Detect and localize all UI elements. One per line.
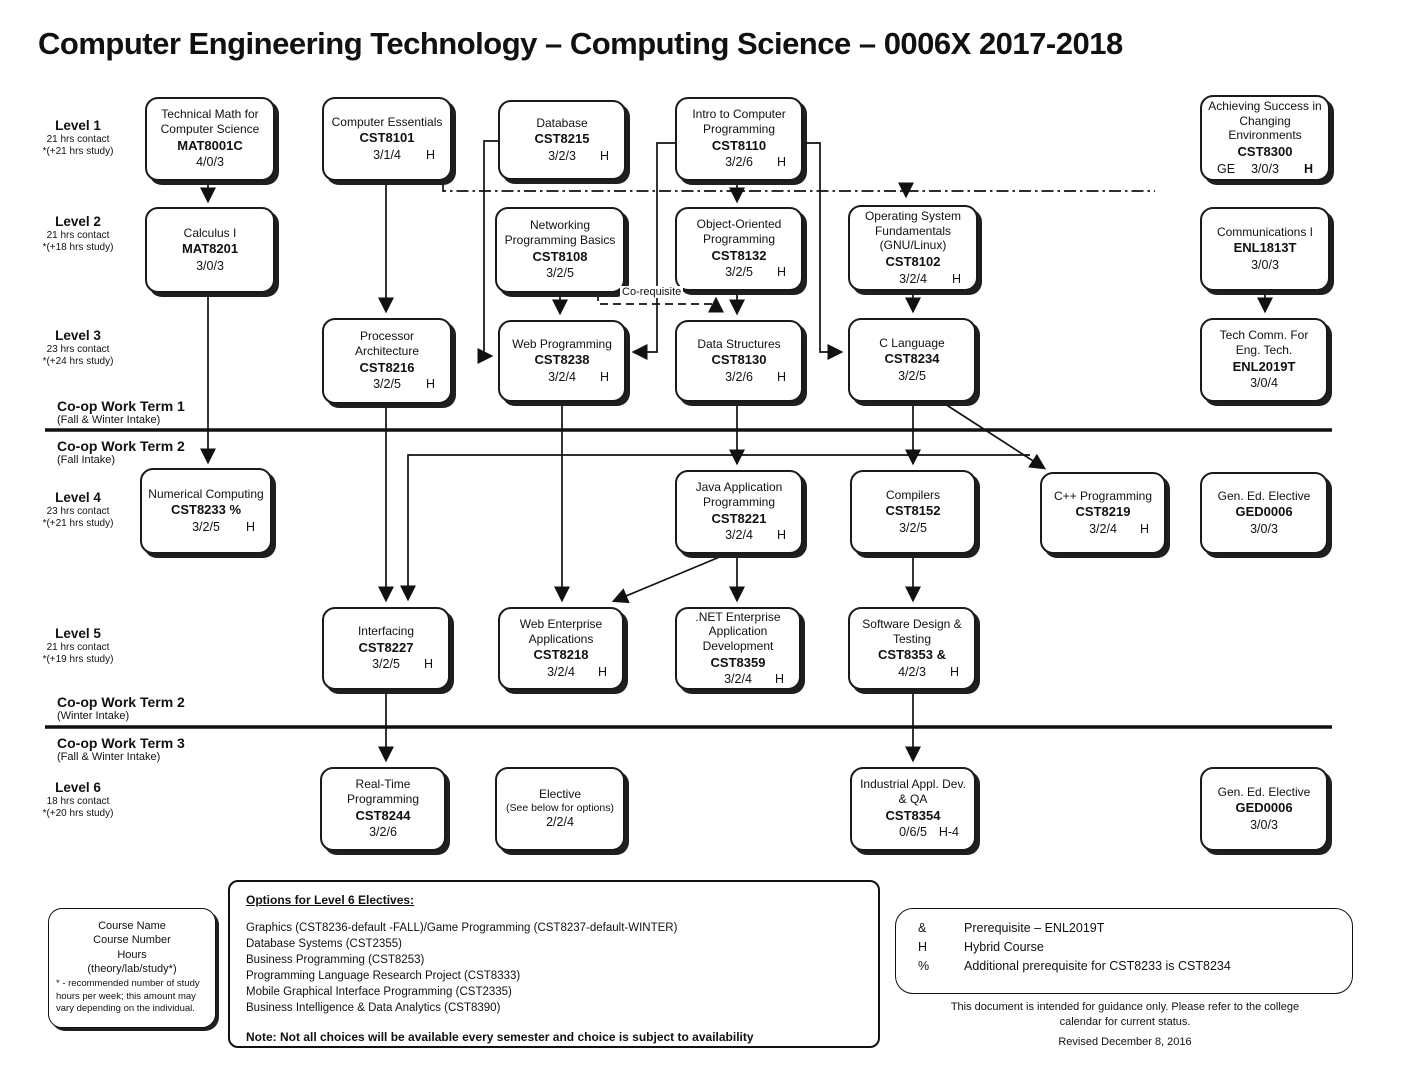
symbols-legend-box [895, 908, 1353, 994]
coop-term-1-label: Co-op Work Term 1 (Fall & Winter Intake) [57, 398, 185, 427]
hours-value: 3/2/5 [725, 265, 753, 280]
edge-cst8110-cst8234 [803, 143, 841, 352]
hybrid-flag: H-4 [938, 825, 959, 840]
course-box-cst8219: C++ Programming CST8219 3/2/4 H [1040, 472, 1166, 554]
course-box-cst8130: Data Structures CST8130 3/2/6 H [675, 320, 803, 402]
hybrid-flag: H [245, 519, 255, 534]
hours-value: 3/2/4 [725, 528, 753, 543]
hours-value: 3/2/5 [899, 520, 927, 535]
hours-value: 4/2/3 [898, 664, 926, 679]
hybrid-flag: H [776, 369, 786, 384]
hours-value: 3/2/6 [369, 825, 397, 840]
course-box-cst8354: Industrial Appl. Dev. & QA CST8354 0/6/5 H-4 [850, 767, 976, 851]
revision-date: Revised December 8, 2016 [1058, 1036, 1192, 1048]
course-box-cst8300: Achieving Success in Changing Environments CST8300 GE 3/0/3 H [1200, 95, 1330, 181]
hours-value: 3/2/6 [725, 369, 753, 384]
level-3-label: Level 3 23 hrs contact *(+24 hrs study) [42, 328, 114, 368]
course-box-cst8102: Operating System Fundamentals (GNU/Linux) CST8102 3/2/4 H [848, 205, 978, 291]
course-box-cst8215: Database CST8215 3/2/3 H [498, 100, 626, 180]
options-title: Options for Level 6 Electives: [246, 893, 415, 907]
hours-value: 3/2/5 [373, 377, 401, 392]
level-6-label: Level 6 18 hrs contact *(+20 hrs study) [42, 780, 114, 820]
symbol-meaning: Additional prerequisite for CST8233 is CST8234 [964, 958, 1231, 973]
course-box-cst8108: Networking Programming Basics CST8108 3/2/5 [495, 207, 625, 293]
elective-option: Database Systems (CST2355) [246, 938, 402, 951]
hybrid-flag: H [425, 377, 435, 392]
hours-value: 4/0/3 [196, 155, 224, 170]
guidance-note: This document is intended for guidance only. Please refer to the college calendar for current status. [950, 1001, 1300, 1029]
hybrid-flag: H [599, 148, 609, 163]
course-box-cst8238: Web Programming CST8238 3/2/4 H [498, 320, 626, 402]
hours-value: 3/2/5 [372, 657, 400, 672]
hours-value: 3/2/5 [192, 519, 220, 534]
symbol: % [918, 958, 930, 973]
hours-value: 3/0/4 [1250, 376, 1278, 391]
hours-value: 3/0/3 [1250, 521, 1278, 536]
hybrid-flag: H [776, 155, 786, 170]
elective-option: Business Intelligence & Data Analytics (CST8390) [246, 1002, 501, 1015]
symbol-meaning: Hybrid Course [964, 939, 1044, 954]
elective-option: Graphics (CST8236-default -FALL)/Game Programming (CST8237-default-WINTER) [246, 922, 678, 934]
course-box-cst8218: Web Enterprise Applications CST8218 3/2/4 H [498, 607, 624, 690]
symbol-row [896, 938, 1352, 957]
course-box-cst8132: Object-Oriented Programming CST8132 3/2/5 H [675, 207, 803, 291]
hours-value: 3/2/6 [725, 155, 753, 170]
hybrid-flag: H [425, 147, 435, 162]
course-box-cst8216: Processor Architecture CST8216 3/2/5 H [322, 318, 452, 404]
symbol-meaning: Prerequisite – ENL2019T [964, 921, 1105, 935]
hours-value: 3/2/4 [547, 664, 575, 679]
level-5-label: Level 5 21 hrs contact *(+19 hrs study) [42, 626, 114, 666]
hours-value: 3/0/3 [196, 258, 224, 273]
level-2-label: Level 2 21 hrs contact *(+18 hrs study) [42, 214, 114, 254]
hours-value: 3/2/4 [1089, 521, 1117, 536]
course-box-mat8201: Calculus I MAT8201 3/0/3 [145, 207, 275, 293]
hybrid-flag: H [597, 664, 607, 679]
hours-value: 3/2/4 [899, 271, 927, 286]
gen-ed-flag: GE [1217, 161, 1236, 176]
hours-value: 3/0/3 [1251, 257, 1279, 272]
coop-term-2-winter-label: Co-op Work Term 2 (Winter Intake) [57, 694, 185, 723]
course-box-cst8234: C Language CST8234 3/2/5 [848, 318, 976, 402]
course-box-cst8110: Intro to Computer Programming CST8110 3/2/6 H [675, 97, 803, 181]
hours-value: 2/2/4 [546, 815, 574, 830]
hybrid-flag: H [1303, 161, 1313, 176]
course-box-mat8001c: Technical Math for Computer Science MAT8001C 4/0/3 [145, 97, 275, 181]
hours-value: 3/1/4 [373, 147, 401, 162]
course-box-elective: Elective (See below for options) 2/2/4 [495, 767, 625, 851]
course-box-cst8221: Java Application Programming CST8221 3/2/4 H [675, 470, 803, 554]
edge-cst8221-cst8218 [614, 556, 722, 601]
corequisite-label: Co-requisite [622, 286, 682, 298]
course-box-cst8227: Interfacing CST8227 3/2/5 H [322, 607, 450, 690]
coop-term-2-fall-label: Co-op Work Term 2 (Fall Intake) [57, 438, 185, 467]
elective-option: Programming Language Research Project (CST8333) [246, 970, 521, 983]
course-box-cst8359: .NET Enterprise Application Development CST8359 3/2/4 H [675, 607, 801, 690]
level6-electives-options-box [228, 880, 880, 1048]
course-box-ged0006-level4: Gen. Ed. Elective GED0006 3/0/3 [1200, 472, 1328, 554]
level-1-label: Level 1 21 hrs contact *(+21 hrs study) [42, 118, 114, 158]
hours-value: 3/2/5 [546, 266, 574, 281]
edge-cst8101-cst8102-dashdot [443, 182, 1155, 191]
course-box-enl1813t: Communications I ENL1813T 3/0/3 [1200, 207, 1330, 291]
symbol-row [896, 957, 1352, 976]
hours-value: 0/6/5 [899, 825, 927, 840]
hours-value: 3/2/5 [898, 368, 926, 383]
page-title: Computer Engineering Technology – Computing Science – 0006X 2017-2018 [38, 26, 1123, 61]
course-box-cst8353: Software Design & Testing CST8353 & 4/2/3 H [848, 607, 976, 690]
elective-option: Business Programming (CST8253) [246, 954, 425, 967]
hybrid-flag: H [776, 265, 786, 280]
hybrid-flag: H [774, 672, 784, 687]
coop-term-3-label: Co-op Work Term 3 (Fall & Winter Intake) [57, 735, 185, 764]
hours-value: 3/2/4 [548, 369, 576, 384]
course-box-enl2019t: Tech Comm. For Eng. Tech. ENL2019T 3/0/4 [1200, 318, 1328, 402]
symbol: & [918, 921, 927, 935]
symbol-row [896, 919, 1352, 938]
elective-option: Mobile Graphical Interface Programming (CST2335) [246, 986, 512, 999]
hybrid-flag: H [423, 657, 433, 672]
edge-cst8234-cst8219 [945, 404, 1044, 468]
hybrid-flag: H [949, 664, 959, 679]
course-box-ged0006-level6: Gen. Ed. Elective GED0006 3/0/3 [1200, 767, 1328, 851]
hours-value: 3/2/3 [548, 148, 576, 163]
hours-value: 3/2/4 [724, 672, 752, 687]
edge-cst8110-cst8238 [634, 143, 675, 352]
hybrid-flag: H [1139, 521, 1149, 536]
level-4-label: Level 4 23 hrs contact *(+21 hrs study) [42, 490, 114, 530]
options-note: Note: Not all choices will be available every semester and choice is subject to availability [246, 1029, 754, 1044]
hybrid-flag: H [951, 271, 961, 286]
course-box-cst8233: Numerical Computing CST8233 % 3/2/5 H [140, 468, 272, 554]
course-key-box: Course Name Course Number Hours (theory/lab/study*) * - recommended number of study hours per week; this amount may vary depending on the individual. [48, 908, 216, 1028]
hybrid-flag: H [599, 369, 609, 384]
hybrid-flag: H [776, 528, 786, 543]
symbol: H [918, 939, 928, 954]
course-box-cst8244: Real-Time Programming CST8244 3/2/6 [320, 767, 446, 851]
hours-value: 3/0/3 [1250, 817, 1278, 832]
course-box-cst8101: Computer Essentials CST8101 3/1/4 H [322, 97, 452, 181]
course-box-cst8152: Compilers CST8152 3/2/5 [850, 470, 976, 554]
hours-value: 3/0/3 [1251, 161, 1279, 176]
